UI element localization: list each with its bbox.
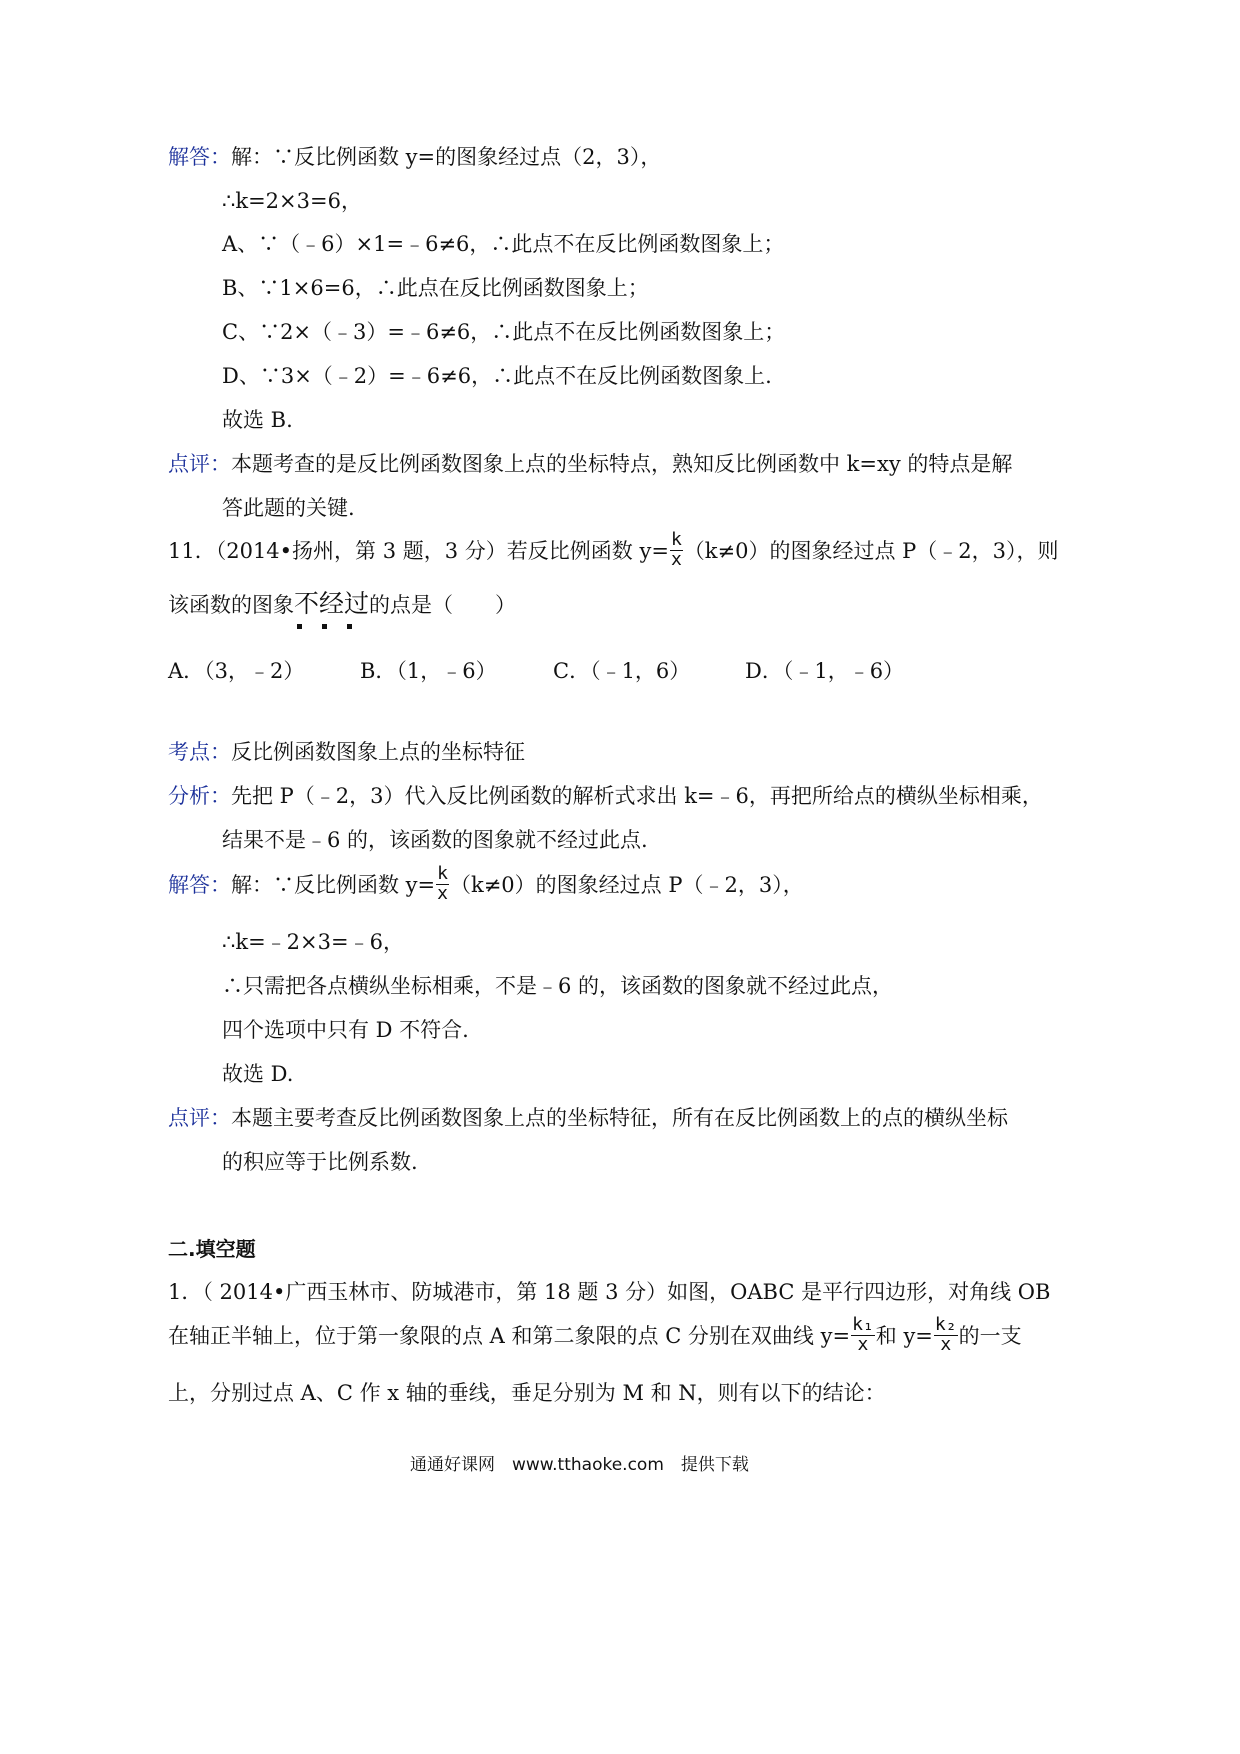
q10-answer-line7: 故选 B. <box>222 408 293 432</box>
fill-q1-line2: 在轴正半轴上，位于第一象限的点 A 和第二象限的点 C 分别在双曲线 y= $\frac{\text{k₁}}{x}$ 和 y= $\frac{\text{k₂}}{x}$ 的一支 <box>168 1314 1022 1355</box>
fraction-k2-over-x: $\frac{\text{k₂}}{x}$ <box>934 1314 957 1355</box>
comment-label: 点评： <box>168 1106 231 1130</box>
q11-stem-line1: 11．（2014•扬州，第 3 题，3 分）若反比例函数 y= $\frac{k}{x}$ （k≠0）的图象经过点 P（﹣2，3），则 <box>168 529 1059 570</box>
option-a: A．（3，﹣2） <box>168 659 305 683</box>
q10-answer-line3: A、∵（﹣6）×1=﹣6≠6，∴此点不在反比例函数图象上； <box>222 232 785 256</box>
section-heading: 二.填空题 <box>168 1237 256 1261</box>
page-footer: 通通好课网 www.tthaoke.com 提供下载 <box>410 1455 749 1475</box>
emphasis-dot <box>297 624 302 629</box>
q11-answer-line4: 四个选项中只有 D 不符合. <box>222 1018 469 1042</box>
comment-label: 点评： <box>168 452 231 476</box>
q11-comment-line2: 的积应等于比例系数. <box>222 1150 418 1174</box>
q11-comment-line1: 点评：本题主要考查反比例函数图象上点的坐标特征，所有在反比例函数上的点的横纵坐标 <box>168 1106 1008 1130</box>
fill-q1-line3: 上，分别过点 A、C 作 x 轴的垂线，垂足分别为 M 和 N，则有以下的结论： <box>168 1381 886 1405</box>
q11-answer-line3: ∴只需把各点横纵坐标相乘，不是﹣6 的，该函数的图象就不经过此点， <box>222 974 894 998</box>
fraction-k-over-x: $\frac{k}{x}$ <box>670 529 682 570</box>
q10-comment-line1: 点评：本题考查的是反比例函数图象上点的坐标特点，熟知反比例函数中 k=xy 的特点是解 <box>168 452 1013 476</box>
q11-stem-line2: 该函数的图象不经过的点是（ ） <box>168 589 517 618</box>
q10-answer-line4: B、∵1×6=6，∴此点在反比例函数图象上； <box>222 276 649 300</box>
answer-label: 解答： <box>168 872 231 897</box>
emphasis-dot <box>347 624 352 629</box>
answer-label: 解答： <box>168 145 231 169</box>
option-b: B．（1，﹣6） <box>360 659 497 683</box>
q11-answer-line1: 解答：解：∵反比例函数 y= $\frac{k}{x}$ （k≠0）的图象经过点 P（﹣2，3）， <box>168 863 804 904</box>
q10-comment-line2: 答此题的关键. <box>222 496 355 520</box>
q10-answer-line2: ∴k=2×3=6， <box>222 189 362 213</box>
q11-answer-line5: 故选 D. <box>222 1062 294 1086</box>
q11-answer-line2: ∴k=﹣2×3=﹣6， <box>222 930 404 954</box>
emphasis-dot <box>322 624 327 629</box>
q11-analysis-line1: 分析：先把 P（﹣2，3）代入反比例函数的解析式求出 k=﹣6，再把所给点的横纵坐标相乘， <box>168 784 1043 808</box>
q10-answer-line5: C、∵2×（﹣3）=﹣6≠6，∴此点不在反比例函数图象上； <box>222 320 786 344</box>
q11-keypoint: 考点：反比例函数图象上点的坐标特征 <box>168 740 525 764</box>
option-c: C．（﹣1，6） <box>553 659 691 683</box>
keypoint-label: 考点： <box>168 740 231 764</box>
q10-answer-line6: D、∵3×（﹣2）=﹣6≠6，∴此点不在反比例函数图象上. <box>222 364 772 388</box>
option-d: D．（﹣1，﹣6） <box>745 659 905 683</box>
fill-q1-line1: 1．（ 2014•广西玉林市、防城港市，第 18 题 3 分）如图，OABC 是平行四边形，对角线 OB <box>168 1280 1051 1304</box>
q10-answer-line1: 解答：解：∵反比例函数 y=的图象经过点（2，3）， <box>168 145 662 169</box>
q11-analysis-line2: 结果不是﹣6 的，该函数的图象就不经过此点. <box>222 828 648 852</box>
analysis-label: 分析： <box>168 784 231 808</box>
emphasized-text: 不经过 <box>294 589 370 618</box>
fraction-k-over-x: $\frac{k}{x}$ <box>437 863 448 904</box>
fraction-k1-over-x: $\frac{\text{k₁}}{x}$ <box>852 1314 874 1355</box>
